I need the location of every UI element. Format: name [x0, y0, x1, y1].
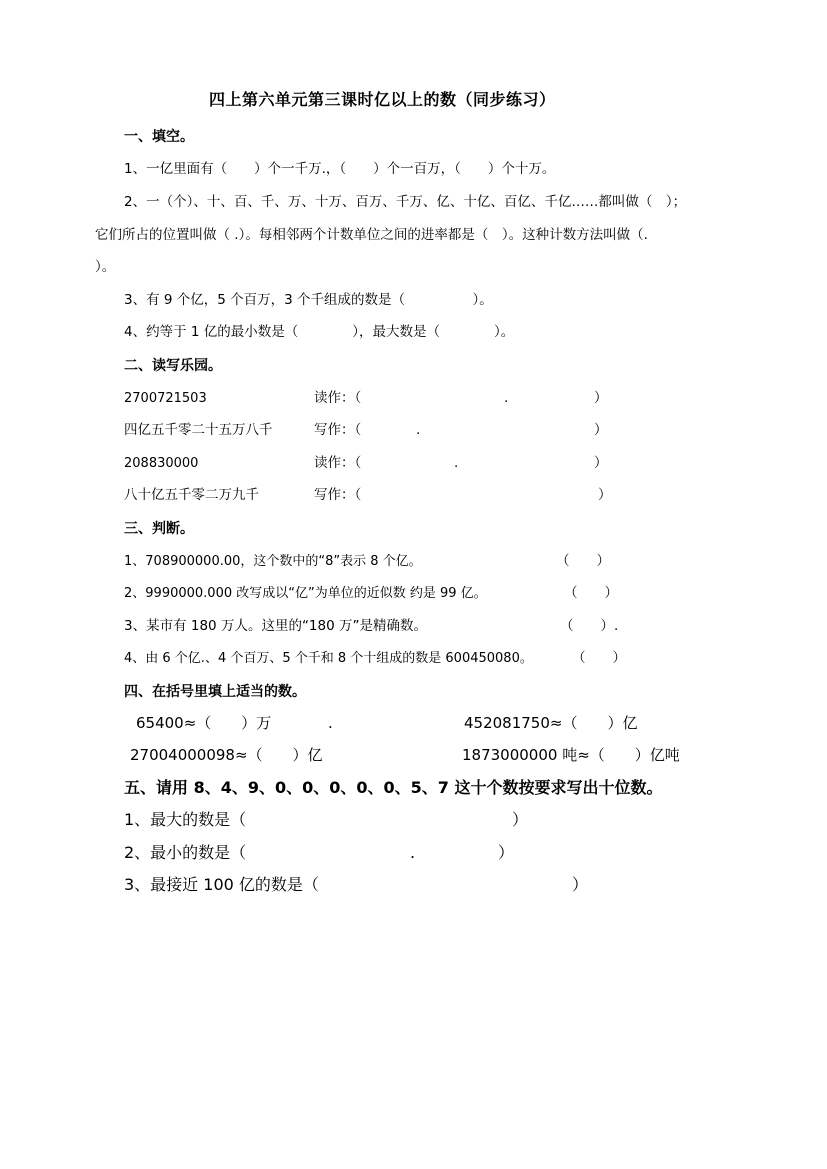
judge-item: 4、由 6 个亿.、4 个百万、5 个千和 8 个十组成的数是 600450080。 [124, 651, 533, 666]
read-write-action: 读作：（ [314, 455, 362, 471]
judge-bracket: （ ）. [560, 618, 619, 634]
question-5-1: 1、最大的数是（ [124, 810, 247, 829]
stray-dot: . [410, 843, 416, 862]
question-1-2a: 2、一（个）、十、百、千、万、十万、百万、千万、亿、十亿、百亿、千亿……都叫做（ ）； [124, 194, 687, 210]
section-4-heading: 四、在括号里填上适当的数。 [124, 684, 306, 700]
question-5-1-close: ） [512, 810, 529, 829]
read-write-action: 写作：（ [314, 487, 362, 503]
question-1-2b: 它们所占的位置叫做（ .）。每相邻两个计数单位之间的进率都是（ ）。这种计数方法叫做（. [95, 227, 648, 243]
section-1-heading: 一、填空。 [124, 129, 194, 145]
read-write-close: ） [594, 422, 608, 438]
question-5-2-close: ） [498, 843, 515, 862]
question-5-3-close: ） [572, 875, 589, 894]
read-write-value: 208830000 [124, 456, 199, 471]
judge-item: 3、某市有 180 万人。这里的“180 万”是精确数。 [124, 618, 427, 634]
stray-dot: . [328, 714, 333, 732]
judge-bracket: （ ） [556, 553, 610, 569]
approx-item: 452081750≈（ ）亿 [464, 714, 638, 732]
question-1-2c: ）。 [95, 259, 116, 275]
read-write-value: 2700721503 [124, 391, 207, 406]
read-write-action: 写作：（ [314, 422, 362, 438]
judge-item: 1、708900000.00，这个数中的“8”表示 8 个亿。 [124, 554, 422, 569]
stray-dot: . [454, 455, 459, 471]
question-1-4: 4、约等于 1 亿的最小数是（ ），最大数是（ ）。 [124, 324, 515, 340]
judge-item: 2、9990000.000 改写成以“亿”为单位的近似数 约是 99 亿。 [124, 586, 487, 601]
approx-item: 65400≈（ ）万 [136, 714, 272, 732]
section-2-heading: 二、读写乐园。 [124, 358, 222, 374]
read-write-close: ） [594, 455, 608, 471]
section-5-heading: 五、请用 8、4、9、0、0、0、0、0、5、7 这十个数按要求写出十位数。 [124, 778, 663, 797]
question-5-2: 2、最小的数是（ [124, 843, 247, 862]
read-write-value: 四亿五千零二十五万八千 [124, 422, 273, 438]
question-1-3: 3、有 9 个亿，5 个百万，3 个千组成的数是（ ）。 [124, 292, 493, 308]
page-title: 四上第六单元第三课时亿以上的数（同步练习） [209, 90, 556, 109]
read-write-value: 八十亿五千零二万九千 [124, 487, 259, 503]
approx-item: 1873000000 吨≈（ ）亿吨 [462, 746, 680, 764]
question-1-1: 1、一亿里面有（ ）个一千万.，（ ）个一百万，（ ）个十万。 [124, 161, 556, 177]
judge-bracket: （ ） [572, 650, 626, 666]
judge-bracket: （ ） [564, 585, 618, 601]
read-write-close: ） [594, 390, 608, 406]
question-5-3: 3、最接近 100 亿的数是（ [124, 875, 319, 894]
stray-dot: . [504, 390, 509, 406]
approx-item: 27004000098≈（ ）亿 [130, 746, 323, 764]
section-3-heading: 三、判断。 [124, 521, 194, 537]
read-write-action: 读作：（ [314, 390, 362, 406]
stray-dot: . [416, 422, 421, 438]
read-write-close: ） [598, 487, 612, 503]
